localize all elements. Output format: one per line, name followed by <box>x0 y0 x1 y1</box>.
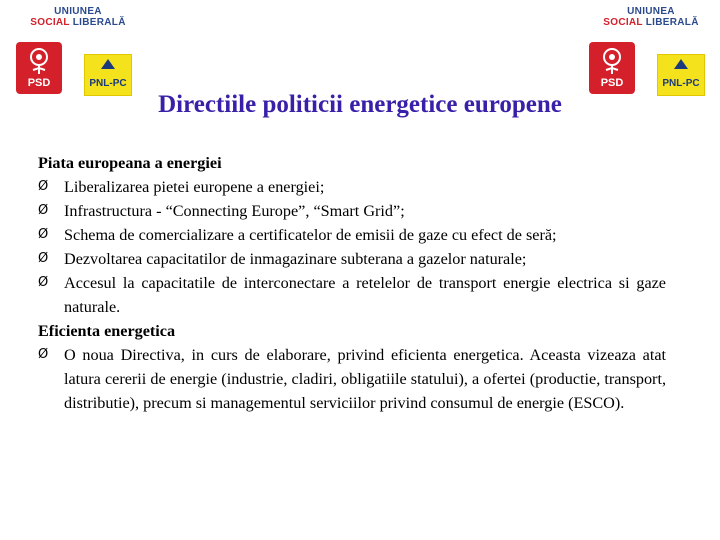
usl-wordmark: UNIUNEA SOCIAL LIBERALĂ <box>603 6 699 28</box>
bullet-arrow-icon: Ø <box>38 179 49 194</box>
usl-logo-left <box>14 6 142 96</box>
bullet-arrow-icon: Ø <box>38 347 49 362</box>
psd-logo: PSD <box>16 42 62 94</box>
list-item: Ø Infrastructura - “Connecting Europe”, “Smart Grid”; <box>38 199 666 223</box>
usl-wordmark: UNIUNEA SOCIAL LIBERALĂ <box>30 6 126 28</box>
list-item: Ø Accesul la capacitatile de interconectare a retelelor de transport energie electrica si gaze naturale. <box>38 271 666 319</box>
arrow-icon <box>99 57 117 71</box>
list-item: Ø O noua Directiva, in curs de elaborare, privind eficienta energetica. Aceasta vizeaza atat latura cererii de energie (industrie, cladiri, obligatiile statului), a ofertei (productie, transport, distributie), precum si managementul serviciilor privind consumul de energie (ESCO). <box>38 343 666 415</box>
list-item: Ø Liberalizarea pietei europene a energiei; <box>38 175 666 199</box>
rose-icon <box>597 47 627 75</box>
list-item: Ø Schema de comercializare a certificatelor de emisii de gaze cu efect de seră; <box>38 223 666 247</box>
bullet-arrow-icon: Ø <box>38 227 49 242</box>
rose-icon <box>24 47 54 75</box>
pnl-pc-logo: PNL-PC <box>657 54 705 96</box>
usl-logo-right <box>587 6 715 96</box>
section-heading-efficiency: Eficienta energetica <box>38 322 176 340</box>
bullet-arrow-icon: Ø <box>38 275 49 290</box>
bullet-arrow-icon: Ø <box>38 203 49 218</box>
arrow-icon <box>672 57 690 71</box>
psd-logo: PSD <box>589 42 635 94</box>
bullet-arrow-icon: Ø <box>38 251 49 266</box>
pnl-pc-logo: PNL-PC <box>84 54 132 96</box>
list-item: Ø Dezvoltarea capacitatilor de inmagazinare subterana a gazelor naturale; <box>38 247 666 271</box>
page-title: Directiile politicii energetice europene <box>158 91 562 118</box>
section-heading-market: Piata europeana a energiei <box>38 154 222 172</box>
slide-body <box>38 151 666 415</box>
